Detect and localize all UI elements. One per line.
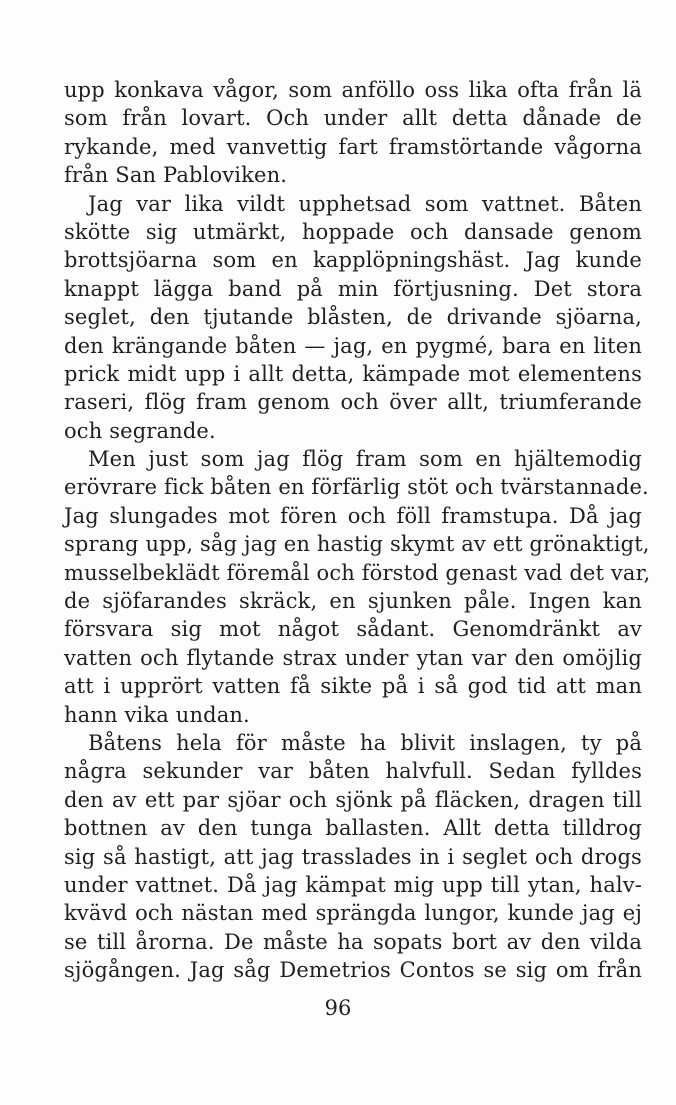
text-line: sig så hastigt, att jag trasslades in i seglet och drogs	[64, 844, 642, 869]
text-line: försvara sig mot något sådant. Genomdränkt av	[64, 617, 642, 642]
text-line: seglet, den tjutande blåsten, de drivande sjöarna,	[64, 305, 642, 330]
text-line: den av ett par sjöar och sjönk på fläcken, dragen till	[64, 787, 642, 812]
text-line: bottnen av den tunga ballasten. Allt detta tilldrog	[64, 816, 642, 841]
text-line: under vattnet. Då jag kämpat mig upp till ytan, halv-	[64, 872, 642, 897]
text-line: sjögången. Jag såg Demetrios Contos se sig om från	[64, 958, 642, 983]
text-line: hann vika undan.	[64, 702, 250, 727]
text-line: från San Pabloviken.	[64, 163, 288, 188]
text-line: rykande, med vanvettig fart framstörtande vågorna	[64, 134, 642, 159]
text-line: skötte sig utmärkt, hoppade och dansade genom	[64, 219, 642, 244]
text-line: vatten och flytande strax under ytan var den omöjlig	[64, 645, 642, 670]
text-line: Jag slungades mot fören och föll framstupa. Då jag	[64, 503, 642, 528]
text-line: knappt lägga band på min förtjusning. Det stora	[64, 276, 642, 301]
text-line: kvävd och nästan med sprängda lungor, kunde jag ej	[64, 901, 642, 926]
text-line: Båtens hela för måste ha blivit inslagen, ty på	[88, 730, 642, 755]
page-number: 96	[324, 996, 352, 1020]
text-line: Jag var lika vildt upphetsad som vattnet. Båten	[88, 191, 642, 216]
text-line: erövrare fick båten en förfärlig stöt och tvärstannade.	[64, 475, 649, 500]
text-line: Men just som jag flög fram som en hjältemodig	[88, 447, 642, 472]
text-line: den krängande båten — jag, en pygmé, bara en liten	[64, 333, 642, 358]
text-line: brottsjöarna som en kapplöpningshäst. Jag kunde	[64, 248, 642, 273]
text-line: de sjöfarandes skräck, en sjunken påle. Ingen kan	[64, 589, 642, 614]
text-line: några sekunder var båten halvfull. Sedan fylldes	[64, 759, 642, 784]
text-line: musselbeklädt föremål och förstod genast vad det var,	[64, 560, 651, 585]
text-line: prick midt upp i allt detta, kämpade mot elementens	[64, 361, 642, 386]
text-line: se till årorna. De måste ha sopats bort av den vilda	[64, 929, 642, 954]
body-text	[64, 76, 651, 985]
text-line: som från lovart. Och under allt detta dånade de	[64, 106, 642, 131]
text-line: att i upprört vatten få sikte på i så god tid att man	[64, 674, 642, 699]
text-line: upp konkava vågor, som anföllo oss lika ofta från lä	[64, 78, 642, 102]
text-line: och segrande.	[64, 418, 216, 443]
text-line: sprang upp, såg jag en hastig skymt av ett grönaktigt,	[64, 532, 650, 557]
text-line: raseri, flög fram genom och över allt, triumferande	[64, 390, 642, 415]
